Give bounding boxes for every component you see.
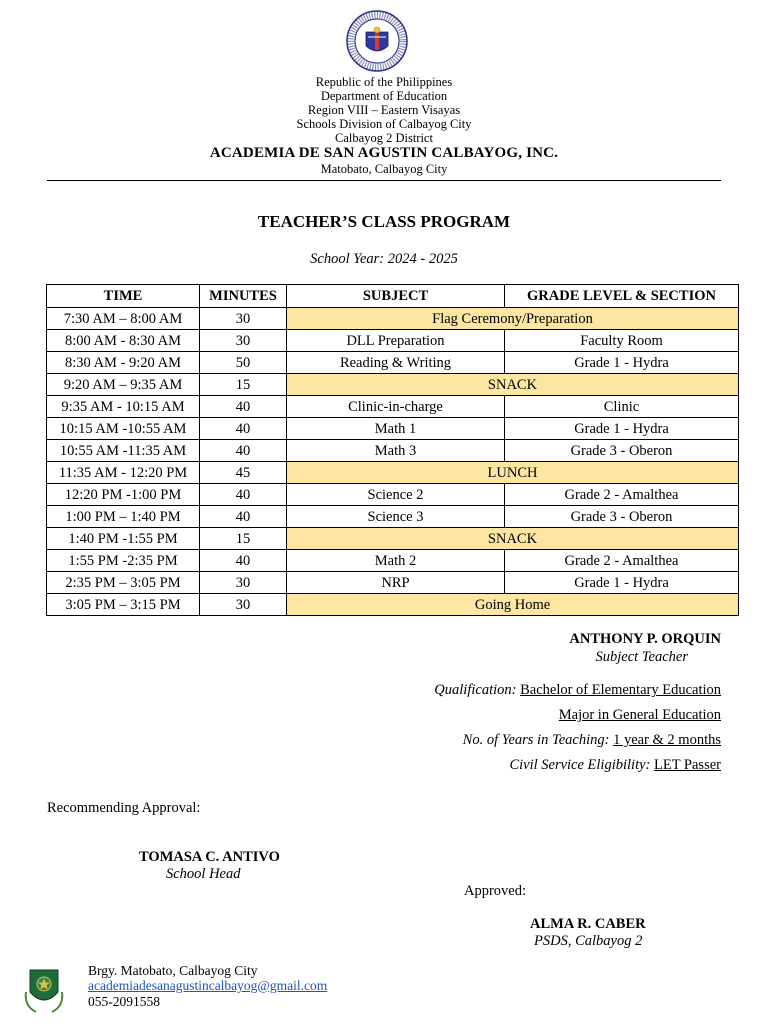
table-row <box>47 396 739 418</box>
teacher-name: ANTHONY P. ORQUIN <box>569 631 721 647</box>
qualification-major: Major in General Education <box>558 707 721 723</box>
qualification-label: Qualification: <box>434 682 517 698</box>
activity-cell: SNACK <box>287 374 739 396</box>
eligibility-label: Civil Service Eligibility: <box>509 757 651 773</box>
time-cell: 8:30 AM - 9:20 AM <box>47 352 200 374</box>
time-cell: 8:00 AM - 8:30 AM <box>47 330 200 352</box>
time-cell: 12:20 PM -1:00 PM <box>47 484 200 506</box>
minutes-cell: 40 <box>200 418 287 440</box>
qualification-value: Bachelor of Elementary Education <box>520 682 721 698</box>
footer-email-link[interactable]: academiadesanagustincalbayog@gmail.com <box>88 978 328 993</box>
school-name: ACADEMIA DE SAN AGUSTIN CALBAYOG, INC. <box>209 145 559 161</box>
section-cell: Grade 3 - Oberon <box>505 440 739 462</box>
minutes-cell: 30 <box>200 330 287 352</box>
qualification-line <box>434 682 721 699</box>
subject-cell: Reading & Writing <box>287 352 505 374</box>
subject-cell: Math 3 <box>287 440 505 462</box>
minutes-cell: 30 <box>200 308 287 330</box>
school-address: Matobato, Calbayog City <box>320 162 448 176</box>
minutes-cell: 40 <box>200 506 287 528</box>
years-teaching-line <box>463 732 721 749</box>
minutes-cell: 40 <box>200 484 287 506</box>
time-cell: 9:35 AM - 10:15 AM <box>47 396 200 418</box>
table-row <box>47 308 739 330</box>
teacher-role: Subject Teacher <box>595 649 688 665</box>
column-header-time: TIME <box>47 285 200 308</box>
psds-role: PSDS, Calbayog 2 <box>534 933 643 949</box>
deped-seal-icon <box>346 10 408 72</box>
table-row <box>47 374 739 396</box>
section-cell: Grade 2 - Amalthea <box>505 550 739 572</box>
column-header-minutes: MINUTES <box>200 285 287 308</box>
activity-cell: LUNCH <box>287 462 739 484</box>
footer-address: Brgy. Matobato, Calbayog City <box>88 963 258 978</box>
section-cell: Grade 1 - Hydra <box>505 352 739 374</box>
time-cell: 1:40 PM -1:55 PM <box>47 528 200 550</box>
section-cell: Clinic <box>505 396 739 418</box>
activity-cell: Flag Ceremony/Preparation <box>287 308 739 330</box>
header-division: Schools Division of Calbayog City <box>296 117 472 131</box>
section-cell: Grade 3 - Oberon <box>505 506 739 528</box>
approved-label: Approved: <box>464 883 527 899</box>
time-cell: 2:35 PM – 3:05 PM <box>47 572 200 594</box>
table-row <box>47 352 739 374</box>
column-header-subject: SUBJECT <box>287 285 505 308</box>
minutes-cell: 40 <box>200 550 287 572</box>
section-cell: Grade 1 - Hydra <box>505 418 739 440</box>
subject-cell: NRP <box>287 572 505 594</box>
class-schedule-table <box>46 284 739 616</box>
table-row <box>47 330 739 352</box>
time-cell: 11:35 AM - 12:20 PM <box>47 462 200 484</box>
table-row <box>47 484 739 506</box>
table-row <box>47 572 739 594</box>
table-row <box>47 462 739 484</box>
subject-cell: Science 2 <box>287 484 505 506</box>
minutes-cell: 30 <box>200 594 287 616</box>
header-divider <box>47 180 721 181</box>
school-head-name: TOMASA C. ANTIVO <box>139 849 280 865</box>
table-row <box>47 418 739 440</box>
minutes-cell: 30 <box>200 572 287 594</box>
activity-cell: Going Home <box>287 594 739 616</box>
section-cell: Faculty Room <box>505 330 739 352</box>
header-department: Department of Education <box>320 89 448 103</box>
table-header-row <box>47 285 739 308</box>
minutes-cell: 15 <box>200 374 287 396</box>
activity-cell: SNACK <box>287 528 739 550</box>
header-republic: Republic of the Philippines <box>315 75 453 89</box>
column-header-section: GRADE LEVEL & SECTION <box>505 285 739 308</box>
years-teaching-label: No. of Years in Teaching: <box>462 732 610 748</box>
recommending-label: Recommending Approval: <box>47 800 201 816</box>
subject-cell: Math 1 <box>287 418 505 440</box>
subject-cell: Science 3 <box>287 506 505 528</box>
time-cell: 10:55 AM -11:35 AM <box>47 440 200 462</box>
page-title: TEACHER’S CLASS PROGRAM <box>257 212 511 231</box>
subject-cell: Clinic-in-charge <box>287 396 505 418</box>
time-cell: 9:20 AM – 9:35 AM <box>47 374 200 396</box>
time-cell: 10:15 AM -10:55 AM <box>47 418 200 440</box>
school-year: School Year: 2024 - 2025 <box>310 251 458 267</box>
qualification-major-line <box>559 707 721 724</box>
eligibility-line <box>509 757 721 774</box>
time-cell: 1:55 PM -2:35 PM <box>47 550 200 572</box>
subject-cell: Math 2 <box>287 550 505 572</box>
psds-name: ALMA R. CABER <box>530 916 646 932</box>
table-row <box>47 506 739 528</box>
header-district: Calbayog 2 District <box>335 131 433 145</box>
table-row <box>47 528 739 550</box>
years-teaching-value: 1 year & 2 months <box>613 732 721 748</box>
minutes-cell: 50 <box>200 352 287 374</box>
minutes-cell: 40 <box>200 396 287 418</box>
table-row <box>47 440 739 462</box>
footer-email-line <box>88 978 327 993</box>
eligibility-value: LET Passer <box>654 757 721 773</box>
time-cell: 7:30 AM – 8:00 AM <box>47 308 200 330</box>
header-region: Region VIII – Eastern Visayas <box>307 103 461 117</box>
school-head-role: School Head <box>166 866 241 882</box>
minutes-cell: 15 <box>200 528 287 550</box>
table-row <box>47 594 739 616</box>
time-cell: 3:05 PM – 3:15 PM <box>47 594 200 616</box>
section-cell: Grade 2 - Amalthea <box>505 484 739 506</box>
subject-cell: DLL Preparation <box>287 330 505 352</box>
table-row <box>47 550 739 572</box>
section-cell: Grade 1 - Hydra <box>505 572 739 594</box>
minutes-cell: 45 <box>200 462 287 484</box>
minutes-cell: 40 <box>200 440 287 462</box>
footer-phone: 055-2091558 <box>88 994 160 1009</box>
time-cell: 1:00 PM – 1:40 PM <box>47 506 200 528</box>
school-shield-logo-icon <box>22 962 66 1016</box>
